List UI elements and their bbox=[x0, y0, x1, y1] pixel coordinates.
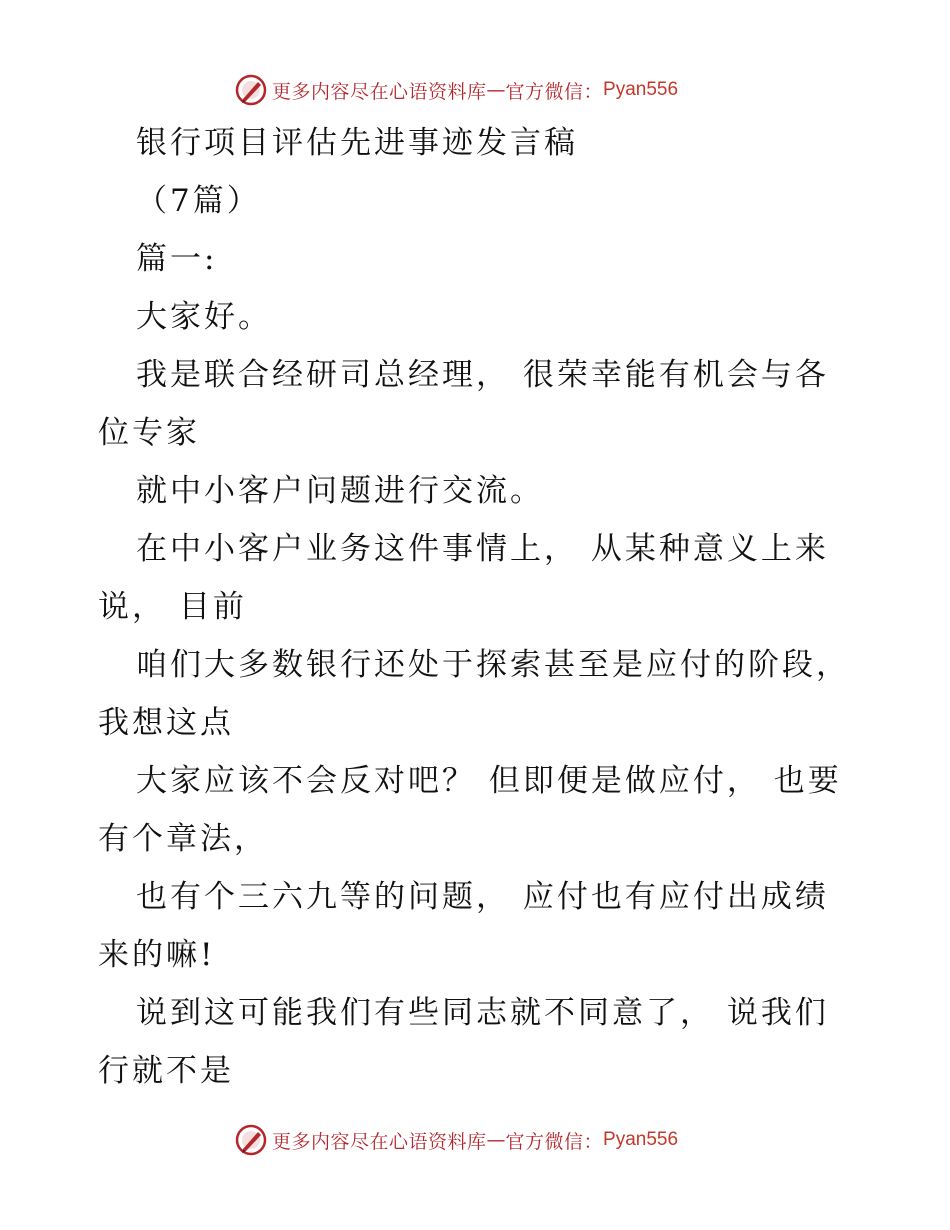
paragraph: 在中小客户业务这件事情上， 从某种意义上来说， 目前 bbox=[98, 531, 829, 625]
banner-text: 更多内容尽在心语资料库 bbox=[272, 80, 487, 103]
paragraph: 咱们大多数银行还处于探索甚至是应付的阶段，我想这点 bbox=[98, 647, 850, 741]
banner-separator: — bbox=[486, 79, 506, 101]
header-banner bbox=[234, 72, 678, 108]
banner-text: 更多内容尽在心语资料库 bbox=[272, 1130, 487, 1153]
section-heading: 篇一: bbox=[136, 241, 218, 277]
document-body bbox=[98, 114, 858, 1100]
paragraph: 我是联合经研司总经理， 很荣幸能有机会与各位专家 bbox=[98, 357, 829, 451]
wechat-handle: Pyan556 bbox=[603, 1129, 679, 1150]
banner-separator: — bbox=[486, 1129, 506, 1151]
quill-pen-seal-icon bbox=[234, 1123, 268, 1157]
paragraph: 也有个三六九等的问题， 应付也有应付出成绩来的嘛! bbox=[98, 879, 829, 973]
wechat-label: 官方微信： bbox=[505, 1130, 604, 1153]
paragraph: 大家好。 bbox=[136, 299, 272, 335]
wechat-handle: Pyan556 bbox=[603, 79, 679, 100]
footer-banner bbox=[234, 1122, 678, 1158]
paragraph: 说到这可能我们有些同志就不同意了， 说我们行就不是 bbox=[98, 995, 829, 1089]
paragraph: 就中小客户问题进行交流。 bbox=[136, 473, 544, 509]
wechat-label: 官方微信： bbox=[505, 80, 604, 103]
quill-pen-seal-icon bbox=[234, 73, 268, 107]
document-title: 银行项目评估先进事迹发言稿 bbox=[136, 125, 578, 161]
paragraph: 大家应该不会反对吧？ 但即便是做应付， 也要有个章法， bbox=[98, 763, 842, 857]
document-subtitle: （7篇） bbox=[136, 183, 261, 219]
